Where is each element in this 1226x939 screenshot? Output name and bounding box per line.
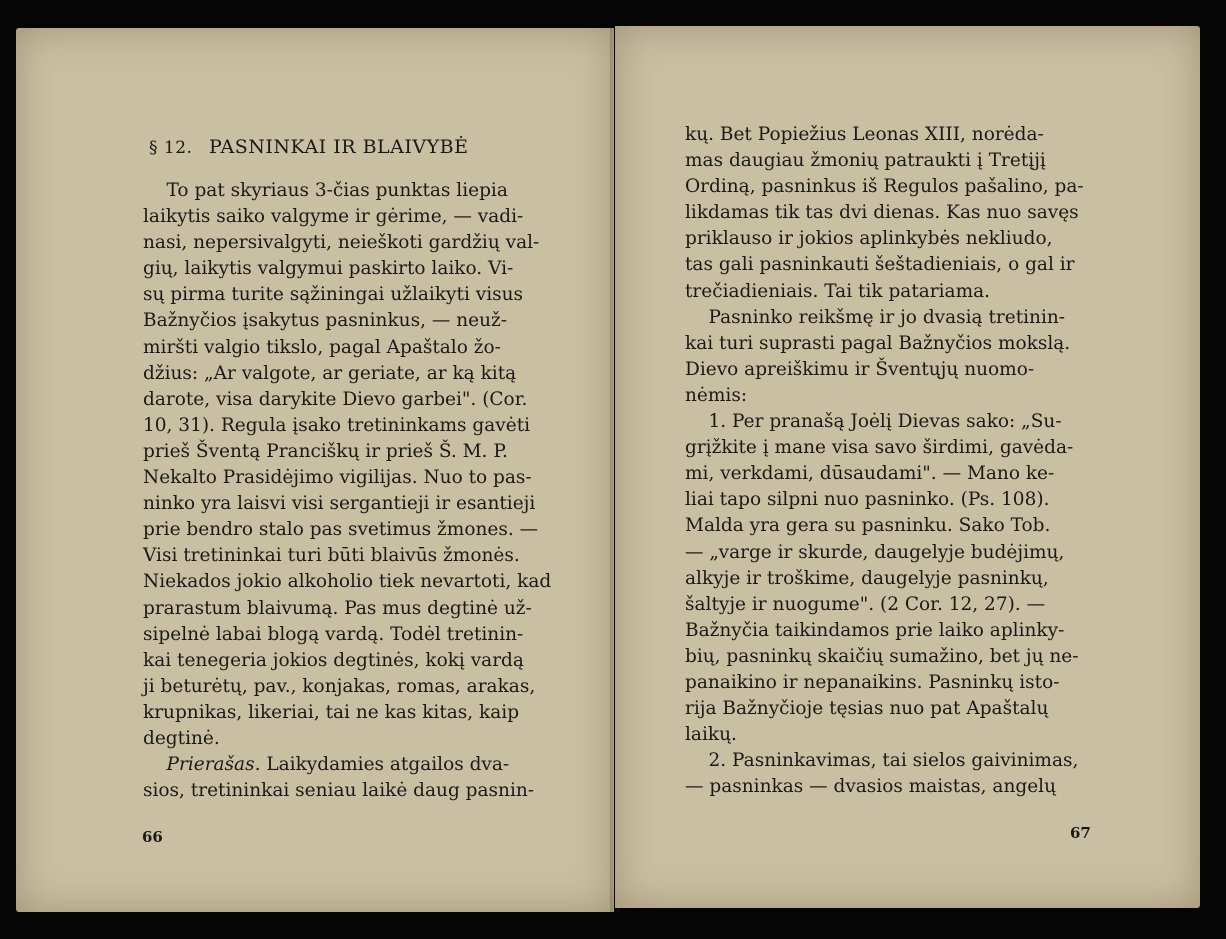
text-line: priklauso ir jokios aplinkybės nekliudo, — [685, 228, 1053, 250]
text-line: 10, 31). Regula įsako tretininkams gavėti — [143, 414, 531, 436]
text-line: liai tapo silpni nuo pasninko. (Ps. 108). — [685, 489, 1050, 511]
text-line: mas daugiau žmonių patraukti į Tretįjį — [685, 150, 1046, 172]
right-page-text — [685, 122, 1090, 800]
text-line: laikų. — [685, 724, 737, 746]
text-line: — pasninkas — dvasios maistas, angelų — [685, 776, 1057, 798]
note-line: sios, tretininkai seniau laikė daug pasnin- — [143, 780, 535, 802]
text-line: rija Bažnyčioje tęsias nuo pat Apaštalų — [685, 698, 1049, 720]
text-line: prarastum blaivumą. Pas mus degtinė už- — [143, 597, 532, 619]
text-line: Visi tretininkai turi būti blaivūs žmonės. — [143, 545, 520, 567]
text-line: Ordiną, pasninkus iš Regulos pašalino, pa- — [685, 176, 1084, 198]
text-line: likdamas tik tas dvi dienas. Kas nuo savęs — [685, 202, 1079, 224]
text-line: alkyje ir troškime, daugelyje pasninkų, — [685, 567, 1049, 589]
page-number-left: 66 — [142, 828, 163, 846]
text-line: bių, pasninkų skaičių sumažino, bet jų ne- — [685, 645, 1079, 667]
text-line: panaikino ir nepanaikins. Pasninkų isto- — [685, 671, 1060, 693]
text-line: kai tenegeria jokios degtinės, kokį vardą — [143, 649, 524, 671]
text-line: mi, verkdami, dūsaudami". — Mano ke- — [685, 463, 1055, 485]
left-page-text — [143, 178, 552, 804]
text-line: tas gali pasninkauti šeštadieniais, o gal ir — [685, 254, 1075, 276]
text-line: Malda yra gera su pasninku. Sako Tob. — [685, 515, 1051, 537]
note-text: Laikydamies atgailos dva- — [260, 754, 510, 776]
text-line: džius: „Ar valgote, ar geriate, ar ką kitą — [143, 362, 517, 384]
text-line: 1. Per pranašą Joėlį Dievas sako: „Su- — [685, 411, 1062, 433]
text-line: degtinė. — [143, 727, 220, 749]
text-line: sų pirma turite sąžiningai užlaikyti visus — [143, 284, 524, 306]
text-line: laikytis saiko valgyme ir gėrime, — vadi- — [143, 206, 524, 228]
text-line: sipelnė labai blogą vardą. Todėl tretinin- — [143, 623, 524, 645]
text-line: ji beturėtų, pav., konjakas, romas, arakas, — [143, 675, 536, 697]
right-page — [615, 26, 1200, 908]
text-line: gių, laikytis valgymui paskirto laiko. Vi- — [143, 258, 514, 280]
text-line: Niekados jokio alkoholio tiek nevartoti, kad — [143, 571, 552, 593]
page-number-right: 67 — [1070, 824, 1091, 842]
text-line: nėmis: — [685, 384, 748, 406]
section-title: PASNINKAI IR BLAIVYBĖ — [209, 136, 469, 158]
text-line: grįžkite į mane visa savo širdimi, gavėda- — [685, 437, 1074, 459]
note-label: Prierašas. — [166, 754, 261, 776]
text-line: 2. Pasninkavimas, tai sielos gaivinimas, — [685, 750, 1079, 772]
text-line: kai turi suprasti pagal Bažnyčios mokslą. — [685, 332, 1071, 354]
text-line: šaltyje ir nuogume". (2 Cor. 12, 27). — — [685, 593, 1046, 615]
text-line: — „vargе ir skurde, daugelyje budėjimų, — [685, 541, 1065, 563]
section-number: § 12. — [149, 138, 193, 158]
text-line: Bažnyčios įsakytus pasninkus, — neuž- — [143, 310, 508, 332]
text-line: To pat skyriaus 3-čias punktas liepia — [143, 180, 508, 201]
section-heading — [149, 136, 549, 158]
text-line: kų. Bet Popiežius Leonas XIII, norėda- — [685, 124, 1044, 145]
text-line: prieš Šventą Pranciškų ir prieš Š. M. P. — [143, 440, 508, 462]
text-line: nasi, nepersivalgyti, neieškoti gardžių val- — [143, 232, 540, 254]
note-line — [143, 752, 543, 778]
text-line: Nekalto Prasidėjimo vigilijas. Nuo to pas- — [143, 467, 532, 489]
text-line: prie bendro stalo pas svetimus žmones. — — [143, 519, 539, 541]
text-line: darote, visa darykite Dievo garbei". (Cor. — [143, 388, 528, 410]
text-line: Pasninko reikšmę ir jo dvasią tretinin- — [685, 306, 1066, 328]
text-line: Dievo apreiškimu ir Šventųjų nuomo- — [685, 358, 1035, 380]
left-page — [16, 28, 614, 912]
text-line: Bažnyčia taikindamos prie laiko aplinky- — [685, 619, 1065, 641]
text-line: trečiadieniais. Tai tik patariama. — [685, 280, 991, 302]
text-line: miršti valgio tikslo, pagal Apaštalo žo- — [143, 336, 501, 358]
text-line: ninko yra laisvi visi sergantieji ir esantieji — [143, 493, 536, 515]
text-line: krupnikas, likeriai, tai ne kas kitas, kaip — [143, 701, 520, 723]
